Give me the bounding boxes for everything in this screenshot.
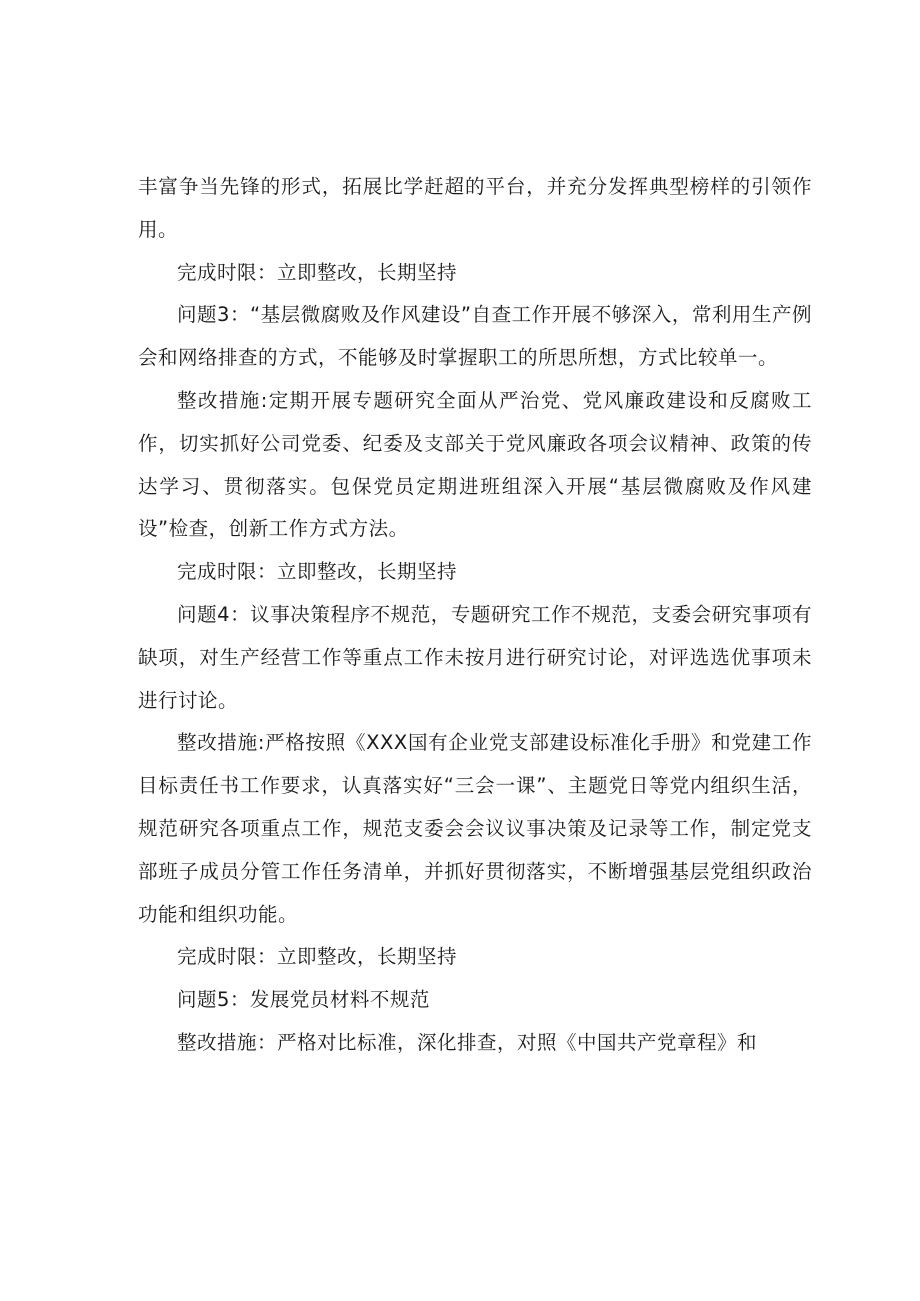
paragraph-issue-4: 问题4：议事决策程序不规范，专题研究工作不规范，支委会研究事项有缺项，对生产经营工作等重点工作未按月进行研究讨论，对评选选优事项未进行讨论。 (138, 602, 812, 712)
paragraph-measure-5: 整改措施：严格对比标准，深化排查，对照《中国共产党章程》和 (177, 1030, 758, 1054)
paragraph-issue-5: 问题5：发展党员材料不规范 (177, 988, 430, 1012)
paragraph-deadline-1: 完成时限：立即整改，长期坚持 (177, 260, 458, 284)
paragraph-measure-4: 整改措施:严格按照《XXX国有企业党支部建设标准化手册》和党建工作目标责任书工作要求，认真落实好“三会一课”、主题党日等党内组织生活，规范研究各项重点工作，规范支委会会议议事决策及记录等工作，制定党支部班子成员分管工作任务清单，并抓好贯彻落实，不断增强基层党组织政治功能和组织功能。 (138, 731, 812, 926)
paragraph-deadline-3: 完成时限：立即整改，长期坚持 (177, 945, 458, 969)
paragraph-deadline-2: 完成时限：立即整改，长期坚持 (177, 560, 458, 584)
document-body (138, 166, 812, 1065)
paragraph-issue-3: 问题3：“基层微腐败及作风建设”自查工作开展不够深入，常利用生产例会和网络排查的方式，不能够及时掌握职工的所思所想，方式比较单一。 (138, 303, 812, 370)
paragraph-measure-3: 整改措施:定期开展专题研究全面从严治党、党风廉政建设和反腐败工作，切实抓好公司党委、纪委及支部关于党风廉政各项会议精神、政策的传达学习、贯彻落实。包保党员定期进班组深入开展“基层微腐败及作风建设”检查，创新工作方式方法。 (138, 388, 812, 541)
paragraph-continuation: 丰富争当先锋的形式，拓展比学赶超的平台，并充分发挥典型榜样的引领作用。 (138, 175, 812, 241)
